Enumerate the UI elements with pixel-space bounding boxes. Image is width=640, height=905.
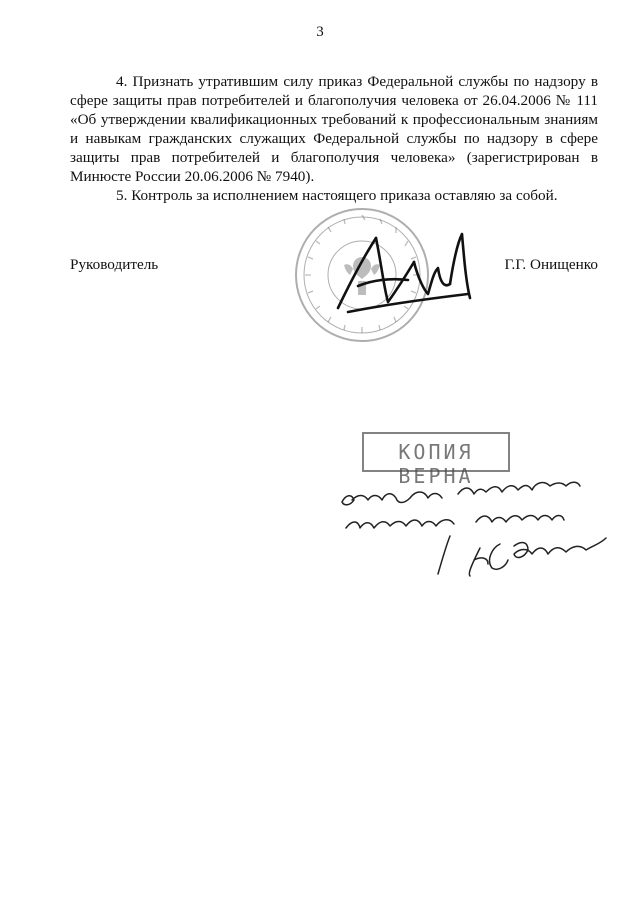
handwritten-certification	[330, 470, 620, 580]
paragraph-5: 5. Контроль за исполнением настоящего приказа оставляю за собой.	[116, 187, 558, 204]
signatory-title: Руководитель	[70, 256, 159, 273]
document-body	[70, 72, 598, 205]
page-number: 3	[316, 24, 324, 40]
copy-correct-stamp	[362, 432, 510, 488]
signatory-name: Г.Г. Онищенко	[504, 256, 598, 273]
stamp-text: КОПИЯ ВЕРНА	[398, 440, 474, 488]
paragraph-4: 4. Признать утратившим силу приказ Федеральной службы по надзору в сфере защиты прав потребителей и благополучия человека от 26.04.2006 № 111 «Об утверждении квалификационных требований к профессиональным знаниям и навыкам гражданских служащих Федеральной службы по надзору в сфере защиты прав потребителей и благополучия человека» (зарегистрирован в Минюсте России 20.06.2006 № 7940).	[70, 73, 598, 185]
handwritten-signature	[318, 228, 478, 318]
